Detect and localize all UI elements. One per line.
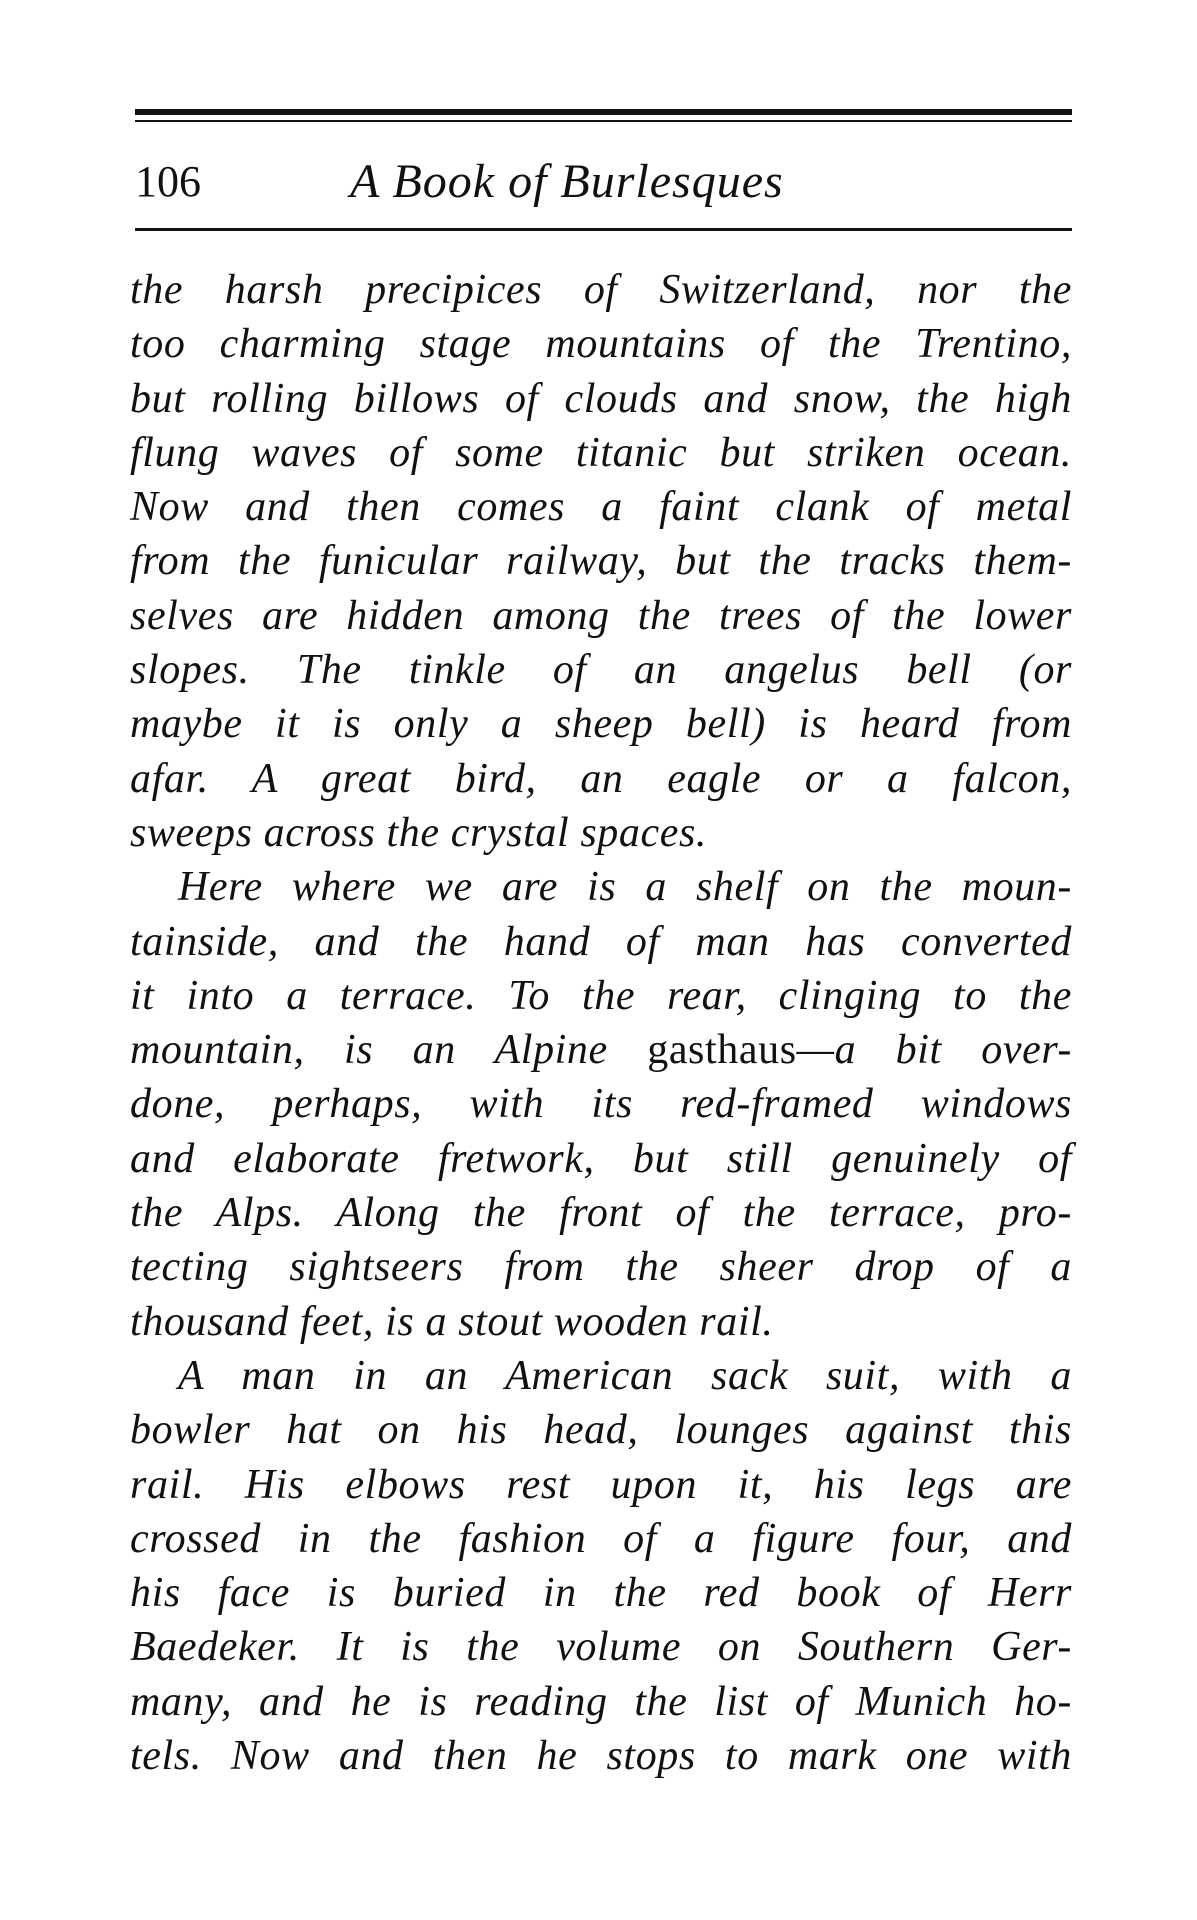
text-line: Baedeker. It is the volume on Southern Ger- [130,1624,1072,1671]
roman-word: gasthaus [647,1027,797,1074]
text-line: bowler hat on his head, lounges against this [130,1407,1072,1454]
text-line: it into a terrace. To the rear, clinging to the [130,972,1072,1019]
text-line-with-roman-word [130,1023,1072,1077]
text-line: the harsh precipices of Switzerland, nor the [130,267,1072,313]
text-line: crossed in the fashion of a figure four, and [130,1515,1072,1562]
page-header [135,150,1072,214]
text-line: his face is buried in the red book of Herr [130,1570,1072,1617]
text-line: and elaborate fretwork, but still genuinely of [130,1135,1072,1182]
top-rule-thin [135,120,1072,122]
paragraph-first-line: Here where we are is a shelf on the moun- [178,864,1072,911]
text-line: selves are hidden among the trees of the lower [130,592,1072,639]
text-line: thousand feet, is a stout wooden rail. [130,1298,774,1345]
text-line: many, and he is reading the list of Munich ho- [130,1678,1072,1725]
running-title: A Book of Burlesques [350,155,784,208]
text-line: too charming stage mountains of the Trentino, [130,321,1072,368]
text-line: tecting sightseers from the sheer drop of a [130,1244,1072,1291]
text-line: tels. Now and then he stops to mark one with [130,1733,1072,1780]
text-segment: —a bit over- [796,1027,1073,1074]
text-line: but rolling billows of clouds and snow, the high [130,375,1072,422]
text-line: from the funicular railway, but the tracks them- [130,538,1072,585]
text-line: done, perhaps, with its red-framed windows [130,1081,1072,1128]
body-text [130,263,1072,1783]
text-line: the Alps. Along the front of the terrace, pro- [130,1190,1072,1237]
page-number: 106 [135,157,201,206]
text-line: rail. His elbows rest upon it, his legs are [130,1461,1072,1508]
paragraph-first-line: A man in an American sack suit, with a [178,1352,1072,1399]
top-rule-thick [135,109,1072,115]
text-line: maybe it is only a sheep bell) is heard from [130,701,1072,748]
header-rule [135,228,1072,231]
text-segment: mountain, is an Alpine [130,1027,648,1074]
text-line: flung waves of some titanic but striken ocean. [130,429,1072,476]
text-line: sweeps across the crystal spaces. [130,809,707,856]
text-line: tainside, and the hand of man has converted [130,918,1072,965]
text-line: Now and then comes a faint clank of metal [130,484,1072,531]
text-line: slopes. The tinkle of an angelus bell (or [130,647,1072,694]
text-line: afar. A great bird, an eagle or a falcon, [130,755,1072,802]
